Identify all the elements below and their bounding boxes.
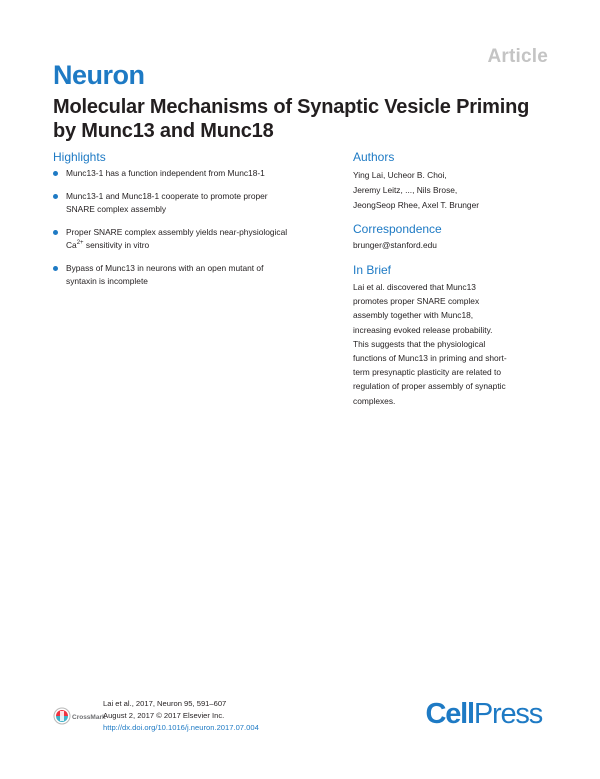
article-type-label: Article — [487, 46, 548, 67]
correspondence-email[interactable]: brunger@stanford.edu — [353, 240, 437, 250]
highlight-item: Munc13-1 and Munc18-1 cooperate to promote proper SNARE complex assembly — [53, 190, 343, 216]
authors-heading: Authors — [353, 150, 395, 164]
bullet-icon — [53, 171, 58, 176]
paper-title-line-1: Molecular Mechanisms of Synaptic Vesicle Priming — [53, 96, 530, 118]
crossmark-icon[interactable] — [53, 707, 106, 725]
in-brief-heading: In Brief — [353, 263, 392, 277]
highlight-item: Bypass of Munc13 in neurons with an open mutant of syntaxin is incomplete — [53, 262, 343, 288]
in-brief-text: Lai et al. discovered that Munc13 promotes proper SNARE complex assembly together with Munc18, increasing evoked release probability. This suggests that the physiological functions of Munc13 in priming and short- term presynaptic plasticity are related to regulation of proper assembly of synaptic complexes. — [353, 282, 507, 406]
bullet-icon — [53, 266, 58, 271]
paper-title-line-2: by Munc13 and Munc18 — [53, 120, 274, 142]
highlights-list — [53, 167, 343, 298]
bullet-icon — [53, 194, 58, 199]
doi-link[interactable]: http://dx.doi.org/10.1016/j.neuron.2017.07.004 — [103, 723, 259, 732]
journal-name: Neuron — [53, 60, 145, 90]
cellpress-logo: CellPress — [425, 698, 542, 730]
citation-block — [103, 698, 259, 734]
citation: Lai et al., 2017, Neuron 95, 591–607 — [103, 699, 227, 708]
correspondence-heading: Correspondence — [353, 222, 442, 236]
authors-list: Ying Lai, Ucheor B. Choi, Jeremy Leitz, ..., Nils Brose, JeongSeop Rhee, Axel T. Brunger — [353, 170, 480, 210]
highlight-item: Munc13-1 has a function independent from Munc18-1 — [53, 167, 343, 180]
bullet-icon — [53, 230, 58, 235]
highlights-heading: Highlights — [53, 150, 106, 164]
highlight-item: Proper SNARE complex assembly yields near-physiological $Ca^{2+}$ sensitivity in vitro — [53, 226, 343, 252]
svg-text:CrossMark: CrossMark — [72, 714, 106, 721]
publication-date: August 2, 2017 © 2017 Elsevier Inc. — [103, 711, 225, 720]
paper-title — [53, 95, 553, 143]
